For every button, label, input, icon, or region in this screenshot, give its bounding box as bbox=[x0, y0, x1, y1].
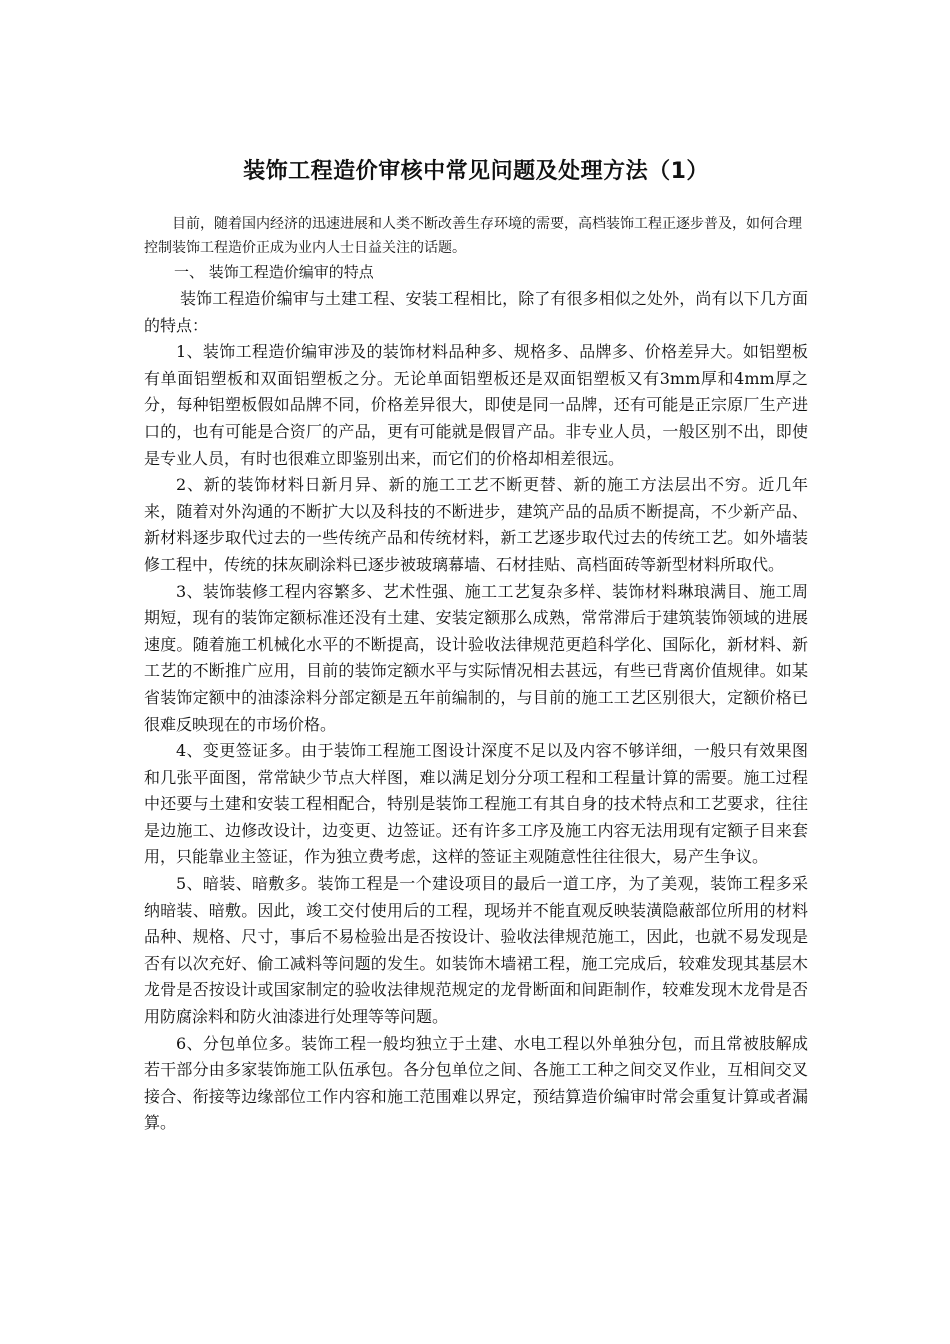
body-paragraph: 1、装饰工程造价编审涉及的装饰材料品种多、规格多、品牌多、价格差异大。如铝塑板有单面铝塑板和双面铝塑板之分。无论单面铝塑板还是双面铝塑板又有3mm厚和4mm厚之分，每种铝塑板假如品牌不同，价格差异很大，即使是同一品牌，还有可能是正宗原厂生产进口的，也有可能是合资厂的产品，更有可能就是假冒产品。非专业人员，一般区别不出，即使是专业人员，有时也很难立即鉴别出来，而它们的价格却相差很远。 bbox=[144, 342, 808, 468]
body-paragraph: 4、变更签证多。由于装饰工程施工图设计深度不足以及内容不够详细，一般只有效果图和几张平面图，常常缺少节点大样图，难以满足划分分项工程和工程量计算的需要。施工过程中还要与土建和安装工程相配合，特别是装饰工程施工有其自身的技术特点和工艺要求，往往是边施工、边修改设计，边变更、边签证。还有许多工序及施工内容无法用现有定额子目来套用，只能靠业主签证，作为独立费考虑，这样的签证主观随意性往往很大，易产生争议。 bbox=[144, 741, 808, 867]
body-paragraph: 装饰工程造价编审与土建工程、安装工程相比，除了有很多相似之处外，尚有以下几方面的特点： bbox=[144, 289, 808, 335]
document-title: 装饰工程造价审核中常见问题及处理方法（1） bbox=[243, 159, 709, 184]
body-paragraph: 6、分包单位多。装饰工程一般均独立于土建、水电工程以外单独分包，而且常被肢解成若干部分由多家装饰施工队伍承包。各分包单位之间、各施工工种之间交叉作业，互相间交叉接合、衔接等边缘部位工作内容和施工范围难以界定，预结算造价编审时常会重复计算或者漏算。 bbox=[144, 1033, 808, 1133]
intro-paragraph: 目前，随着国内经济的迅速进展和人类不断改善生存环境的需要，高档装饰工程正逐步普及，如何合理控制装饰工程造价正成为业内人士日益关注的话题。 bbox=[144, 216, 802, 256]
section-heading: 一、 装饰工程造价编审的特点 bbox=[174, 263, 374, 281]
body-paragraph: 3、装饰装修工程内容繁多、艺术性强、施工工艺复杂多样、装饰材料琳琅满目、施工周期短，现有的装饰定额标准还没有土建、安装定额那么成熟，常常滞后于建筑装饰领域的进展速度。随着施工机械化水平的不断提高，设计验收法律规范更趋科学化、国际化，新材料、新工艺的不断推广应用，目前的装饰定额水平与实际情况相去甚远，有些已背离价值规律。如某省装饰定额中的油漆涂料分部定额是五年前编制的，与目前的施工工艺区别很大，定额价格已很难反映现在的市场价格。 bbox=[144, 581, 808, 734]
document-page bbox=[144, 0, 808, 1137]
body-paragraph: 5、暗装、暗敷多。装饰工程是一个建设项目的最后一道工序，为了美观，装饰工程多采纳暗装、暗敷。因此，竣工交付使用后的工程，现场并不能直观反映装潢隐蔽部位所用的材料品种、规格、尺寸，事后不易检验出是否按设计、验收法律规范施工，因此，也就不易发现是否有以次充好、偷工减料等问题的发生。如装饰木墙裙工程，施工完成后，较难发现其基层木龙骨是否按设计或国家制定的验收法律规范规定的龙骨断面和间距制作，较难发现木龙骨是否用防腐涂料和防火油漆进行处理等等问题。 bbox=[144, 874, 808, 1027]
body-paragraph: 2、新的装饰材料日新月异、新的施工工艺不断更替、新的施工方法层出不穷。近几年来，随着对外沟通的不断扩大以及科技的不断进步，建筑产品的品质不断提高，不少新产品、新材料逐步取代过去的一些传统产品和传统材料，新工艺逐步取代过去的传统工艺。如外墙装修工程中，传统的抹灰刷涂料已逐步被玻璃幕墙、石材挂贴、高档面砖等新型材料所取代。 bbox=[144, 475, 808, 574]
